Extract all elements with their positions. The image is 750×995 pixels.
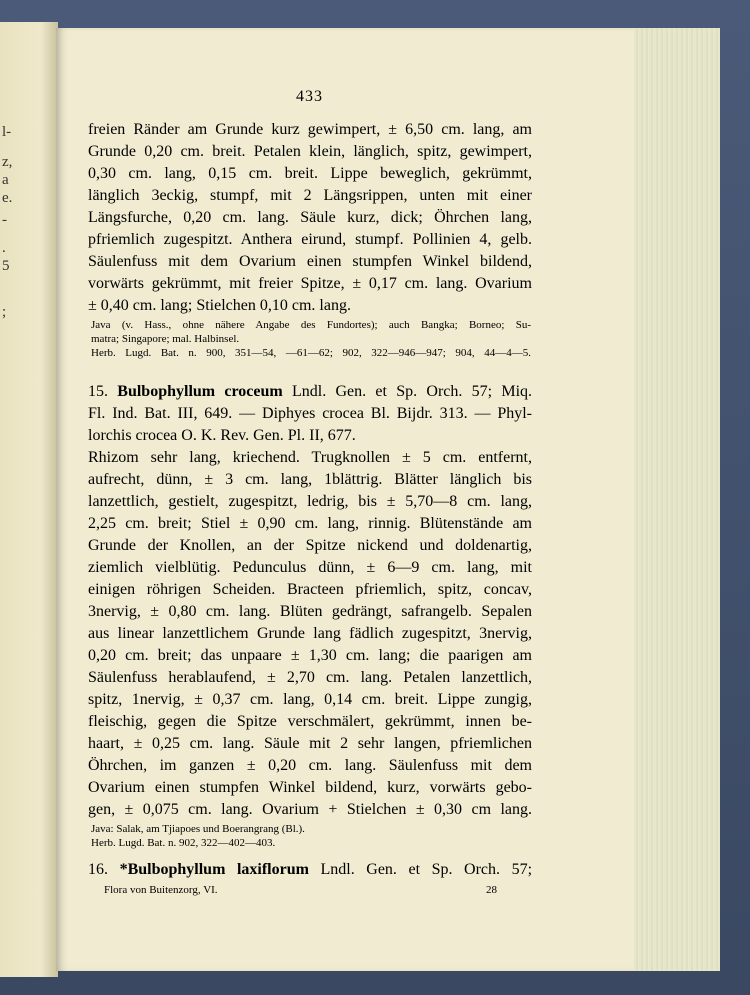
footer-title: Flora von Buitenzorg, VI. (104, 884, 218, 896)
left-page-edge (0, 22, 58, 977)
text-line: einigen röhrigen Scheiden. Bracteen pfriemlich, spitz, concav, (88, 581, 532, 598)
text-line: 0,20 cm. breit; das unpaare ± 1,30 cm. lang; die paarigen am (88, 647, 532, 664)
left-fragment: - (2, 212, 7, 228)
text-line: spitz, 1nervig, ± 0,37 cm. lang, 0,14 cm. breit. Lippe zungig, (88, 691, 532, 708)
species-heading (88, 382, 532, 402)
text-line: Grunde 0,20 cm. breit. Petalen klein, länglich, spitz, gewimpert, (88, 143, 532, 160)
text-line: aus linear lanzettlichem Grunde lang fädlich zugespitzt, 3nervig, (88, 625, 532, 642)
text-line: gen, ± 0,075 cm. lang. Ovarium + Stielchen ± 0,30 cm lang. (88, 801, 532, 818)
page-number: 433 (296, 88, 323, 105)
text-line: 2,25 cm. breit; Stiel ± 0,90 cm. lang, rinnig. Blütenstände am (88, 515, 532, 532)
text-line: Säulenfuss herablaufend, ± 2,70 cm. lang. Petalen lanzettlich, (88, 669, 532, 686)
left-fragment: a (2, 172, 9, 188)
text-line: Öhrchen, im ganzen ± 0,20 cm. lang. Säulenfuss mit dem (88, 757, 532, 774)
text-line: haart, ± 0,25 cm. lang. Säule mit 2 sehr langen, pfriemlichen (88, 735, 532, 752)
species-reference: Lndl. Gen. et Sp. Orch. 57; Miq. (292, 383, 533, 400)
locality-note: Java (v. Hass., ohne nähere Angabe des Fundortes); auch Bangka; Borneo; Su- (91, 319, 531, 331)
left-fragment: e. (2, 190, 13, 206)
locality-note: Java: Salak, am Tjiapoes und Boerangrang (Bl.). (91, 823, 305, 835)
left-fragment: . (2, 240, 6, 256)
page-edge-stack (634, 28, 720, 971)
left-fragment: l- (2, 124, 12, 140)
species-reference: lorchis crocea O. K. Rev. Gen. Pl. II, 677. (88, 427, 356, 444)
left-fragment: z, (2, 154, 13, 170)
text-line: pfriemlich zugespitzt. Anthera eirund, stumpf. Pollinien 4, gelb. (88, 231, 532, 248)
species-name: Bulbophyllum croceum (117, 383, 283, 400)
species-reference: Fl. Ind. Bat. III, 649. — Diphyes crocea Bl. Bijdr. 313. — Phyl- (88, 405, 532, 422)
herbarium-note: Herb. Lugd. Bat. n. 900, 351—54, —61—62; 902, 322—946—947; 904, 44—4—5. (91, 347, 531, 359)
text-line: fleischig, gegen die Spitze verschmälert, gekrümmt, innen be- (88, 713, 532, 730)
species-number: 15. (88, 383, 108, 400)
left-fragment: 5 (2, 258, 10, 274)
species-name: *Bulbophyllum laxiflorum (119, 861, 309, 878)
herbarium-note: Herb. Lugd. Bat. n. 902, 322—402—403. (91, 837, 276, 849)
text-line: freien Ränder am Grunde kurz gewimpert, ± 6,50 cm. lang, am (88, 121, 532, 138)
text-line: Rhizom sehr lang, kriechend. Trugknollen ± 5 cm. entfernt, (88, 449, 532, 466)
text-line: Ovarium einen stumpfen Winkel bildend, kurz, vorwärts gebo- (88, 779, 532, 796)
species-reference: Lndl. Gen. et Sp. Orch. 57; (320, 861, 533, 878)
species-heading (88, 860, 532, 880)
text-line: länglich 3eckig, stumpf, mit 2 Längsrippen, unten mit einer (88, 187, 532, 204)
text-line: vorwärts gekrümmt, mit freier Spitze, ± 0,17 cm. lang. Ovarium (88, 275, 532, 292)
text-line: lanzettlich, gestielt, zugespitzt, ledrig, bis ± 5,70—8 cm. lang, (88, 493, 532, 510)
species-number: 16. (88, 861, 108, 878)
text-line: ± 0,40 cm. lang; Stielchen 0,10 cm. lang. (88, 297, 351, 314)
text-line: 3nervig, ± 0,80 cm. lang. Blüten gedrängt, safrangelb. Sepalen (88, 603, 532, 620)
left-fragment: ; (2, 304, 7, 320)
signature-mark: 28 (486, 884, 497, 896)
text-line: Säulenfuss mit dem Ovarium einen stumpfen Winkel bildend, (88, 253, 532, 270)
text-line: Längsfurche, 0,20 cm. lang. Säule kurz, dick; Öhrchen lang, (88, 209, 532, 226)
text-line: ziemlich vielblütig. Pedunculus dünn, ± 6—9 cm. lang, mit (88, 559, 532, 576)
text-line: 0,30 cm. lang, 0,15 cm. breit. Lippe beweglich, gekrümmt, (88, 165, 532, 182)
text-line: Grunde der Knollen, an der Spitze nickend und doldenartig, (88, 537, 532, 554)
text-line: aufrecht, dünn, ± 3 cm. lang, 1blättrig. Blätter länglich bis (88, 471, 532, 488)
locality-note: matra; Singapore; mal. Halbinsel. (91, 333, 240, 345)
